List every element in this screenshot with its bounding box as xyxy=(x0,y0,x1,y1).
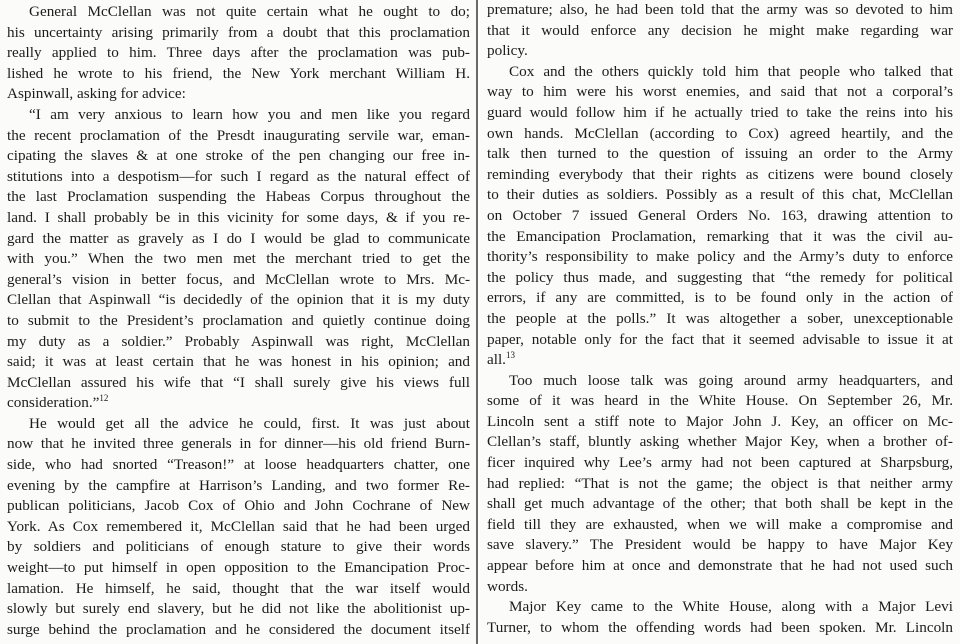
text-line xyxy=(7,84,470,105)
line-text: now that he invited three generals in for dinner—his old friend Burn- xyxy=(7,435,470,453)
text-line xyxy=(487,535,953,556)
text-line xyxy=(487,597,953,618)
line-text: appear before him at once and demonstrate that he had not used such xyxy=(487,557,953,575)
line-text: talk then turned to the question of issuing an order to the Army xyxy=(487,145,953,163)
text-line xyxy=(7,393,470,414)
line-text: McClellan assured his wife that “I shall surely give his views full xyxy=(7,373,470,391)
text-line xyxy=(7,373,470,394)
line-text: ficer inquired why Lee’s army had not been captured at Sharpsburg, xyxy=(487,454,953,472)
line-text: Major Key came to the White House, along with a Major Levi xyxy=(509,598,953,616)
line-text: publican politicians, Jacob Cox of Ohio and John Cochrane of New xyxy=(7,497,470,515)
text-line xyxy=(7,517,470,538)
text-line xyxy=(487,350,953,371)
text-line xyxy=(487,618,953,639)
line-text: with you.” When the two men met the merchant tried to get the xyxy=(7,250,470,268)
line-text: said; it was at least certain that he was honest in his opinion; and xyxy=(7,353,470,371)
line-text: reminding everybody that their rights as citizens were bound closely xyxy=(487,165,953,183)
line-text: to submit to the President’s proclamation and quietly continue doing xyxy=(7,311,470,329)
text-line xyxy=(7,537,470,558)
text-line xyxy=(7,229,470,250)
text-line xyxy=(487,144,953,165)
line-text: consideration.” xyxy=(7,394,100,412)
line-text: the recent proclamation of the Presdt inaugurating servile war, eman- xyxy=(7,126,470,144)
line-text: policy. xyxy=(487,42,528,60)
line-text: He would get all the advice he could, first. It was just about xyxy=(29,414,470,432)
left-text-column xyxy=(0,0,478,644)
text-line xyxy=(7,167,470,188)
text-line xyxy=(7,496,470,517)
text-line xyxy=(487,412,953,433)
line-text: Lincoln sent a stiff note to Major John J. Key, an officer on Mc- xyxy=(487,412,953,430)
line-text: that it would enforce any decision he might make regarding war xyxy=(487,21,953,39)
line-text: thority’s responsibility to make policy and the Army’s duty to enforce xyxy=(487,248,953,266)
text-line xyxy=(7,579,470,600)
text-line xyxy=(487,515,953,536)
line-text: the last Proclamation suspending the Habeas Corpus throughout the xyxy=(7,188,470,206)
line-text: really applied to him. Three days after the proclamation was pub- xyxy=(7,44,470,62)
text-line xyxy=(487,577,953,598)
text-line xyxy=(7,599,470,620)
text-line xyxy=(7,332,470,353)
line-text: lished he wrote to his friend, the New York merchant William H. xyxy=(7,64,470,82)
text-line xyxy=(7,558,470,579)
text-line xyxy=(7,43,470,64)
text-line xyxy=(487,474,953,495)
line-text: the Emancipation Proclamation, remarking that it was the civil au- xyxy=(487,227,953,245)
text-line xyxy=(487,21,953,42)
line-text: Clellan’s staff, bluntly asking whether Major Key, when a brother of- xyxy=(487,433,953,451)
line-text: my duty as a soldier.” Probably Aspinwall was right, McClellan xyxy=(7,332,470,350)
line-text: by soldiers and politicians of enough stature to give their words xyxy=(7,538,470,556)
line-text: his uncertainty arising primarily from a doubt that this proclamation xyxy=(7,23,470,41)
text-line xyxy=(487,494,953,515)
line-text: the people at the polls.” It was altogether a sober, unexceptionable xyxy=(487,309,953,327)
line-text: land. I shall probably be in this vicinity for some days, & if you re- xyxy=(7,208,470,226)
line-text: weight—to put himself in open opposition to the Emancipation Proc- xyxy=(7,559,470,577)
text-line xyxy=(487,391,953,412)
text-line xyxy=(487,62,953,83)
line-text: General McClellan was not quite certain what he ought to do; xyxy=(29,3,470,20)
line-text: the policy thus made, and suggesting that “the remedy for political xyxy=(487,268,953,286)
line-text: save slavery.” The President would be happy to have Major Key xyxy=(487,536,953,554)
text-line xyxy=(7,414,470,435)
line-text: shall get much advantage of the other; that both shall be kept in the xyxy=(487,495,953,513)
line-text: errors, if any are committed, is to be found only in the action of xyxy=(487,289,953,307)
text-line xyxy=(487,330,953,351)
text-line xyxy=(487,371,953,392)
text-line xyxy=(7,126,470,147)
text-line xyxy=(7,352,470,373)
text-line xyxy=(7,105,470,126)
line-text: way to him were his worst enemies, and said that not a corporal’s xyxy=(487,83,953,101)
text-line xyxy=(487,124,953,145)
text-line xyxy=(487,41,953,62)
text-line xyxy=(7,270,470,291)
line-text: all. xyxy=(487,351,506,369)
text-line xyxy=(7,620,470,641)
text-line xyxy=(7,64,470,85)
text-line xyxy=(7,23,470,44)
line-text: paper, notable only for the fact that it seemed advisable to issue it at xyxy=(487,330,953,348)
line-text: on October 7 issued General Orders No. 163, drawing attention to xyxy=(487,206,953,224)
text-line xyxy=(7,290,470,311)
line-text: general’s vision in better focus, and McClellan wrote to Mrs. Mc- xyxy=(7,270,470,288)
line-text: cipating the slaves & at one stroke of the pen changing our free in- xyxy=(7,147,470,165)
line-text: lamation. He himself, he said, thought that the war itself would xyxy=(7,579,470,597)
text-line xyxy=(487,227,953,248)
line-text: own hands. McClellan (according to Cox) agreed heartily, and the xyxy=(487,124,953,142)
text-line xyxy=(7,249,470,270)
footnote-marker: 12 xyxy=(99,393,109,404)
line-text: Aspinwall, asking for advice: xyxy=(7,85,186,103)
text-line xyxy=(487,432,953,453)
text-line xyxy=(7,208,470,229)
line-text: evening by the campfire at Harrison’s Landing, and two former Re- xyxy=(7,476,470,494)
line-text: gard the matter as gravely as I do I would be glad to communicate xyxy=(7,229,470,247)
text-line xyxy=(7,146,470,167)
line-text: Cox and the others quickly told him that people who talked that xyxy=(509,62,953,80)
line-text: Too much loose talk was going around army headquarters, and xyxy=(509,371,953,389)
text-line xyxy=(7,455,470,476)
text-line xyxy=(487,556,953,577)
text-line xyxy=(487,165,953,186)
line-text: surge behind the proclamation and he considered the document itself xyxy=(7,620,470,638)
text-line xyxy=(487,288,953,309)
line-text: slowly but surely end slavery, but he did not like the abolitionist up- xyxy=(7,600,470,618)
line-text: field till they are exhausted, when we will make a compromise and xyxy=(487,515,953,533)
line-text: “I am very anxious to learn how you and men like you regard xyxy=(29,105,470,123)
footnote-marker: 13 xyxy=(505,350,515,361)
text-line xyxy=(487,268,953,289)
line-text: premature; also, he had been told that the army was so devoted to him xyxy=(487,1,953,18)
line-text: words. xyxy=(487,577,528,595)
line-text: guard would follow him if he actually tried to take the reins into his xyxy=(487,103,953,121)
text-line xyxy=(487,82,953,103)
line-text: some of it was heard in the White House. On September 26, Mr. xyxy=(487,392,953,410)
right-text-column xyxy=(480,0,960,644)
text-line xyxy=(487,103,953,124)
text-line xyxy=(7,2,470,23)
text-line xyxy=(7,311,470,332)
line-text: York. As Cox remembered it, McClellan said that he had been urged xyxy=(7,517,470,535)
text-line xyxy=(7,187,470,208)
text-line xyxy=(487,453,953,474)
text-line xyxy=(7,434,470,455)
text-line xyxy=(487,0,953,21)
line-text: side, who had snorted “Treason!” at loose headquarters chatter, one xyxy=(7,456,470,474)
line-text: stitutions into a despotism—for such I regard as the natural effect of xyxy=(7,167,470,185)
text-line xyxy=(487,247,953,268)
line-text: Clellan that Aspinwall “is decidedly of the opinion that it is my duty xyxy=(7,291,470,309)
line-text: Turner, to whom the offending words had been spoken. Mr. Lincoln xyxy=(487,618,953,636)
text-line xyxy=(487,309,953,330)
line-text: had replied: “That is not the game; the object is that neither army xyxy=(487,474,953,492)
text-line xyxy=(7,476,470,497)
line-text: to their duties as soldiers. Possibly as a result of this chat, McClellan xyxy=(487,186,953,204)
text-line xyxy=(487,206,953,227)
text-line xyxy=(487,185,953,206)
